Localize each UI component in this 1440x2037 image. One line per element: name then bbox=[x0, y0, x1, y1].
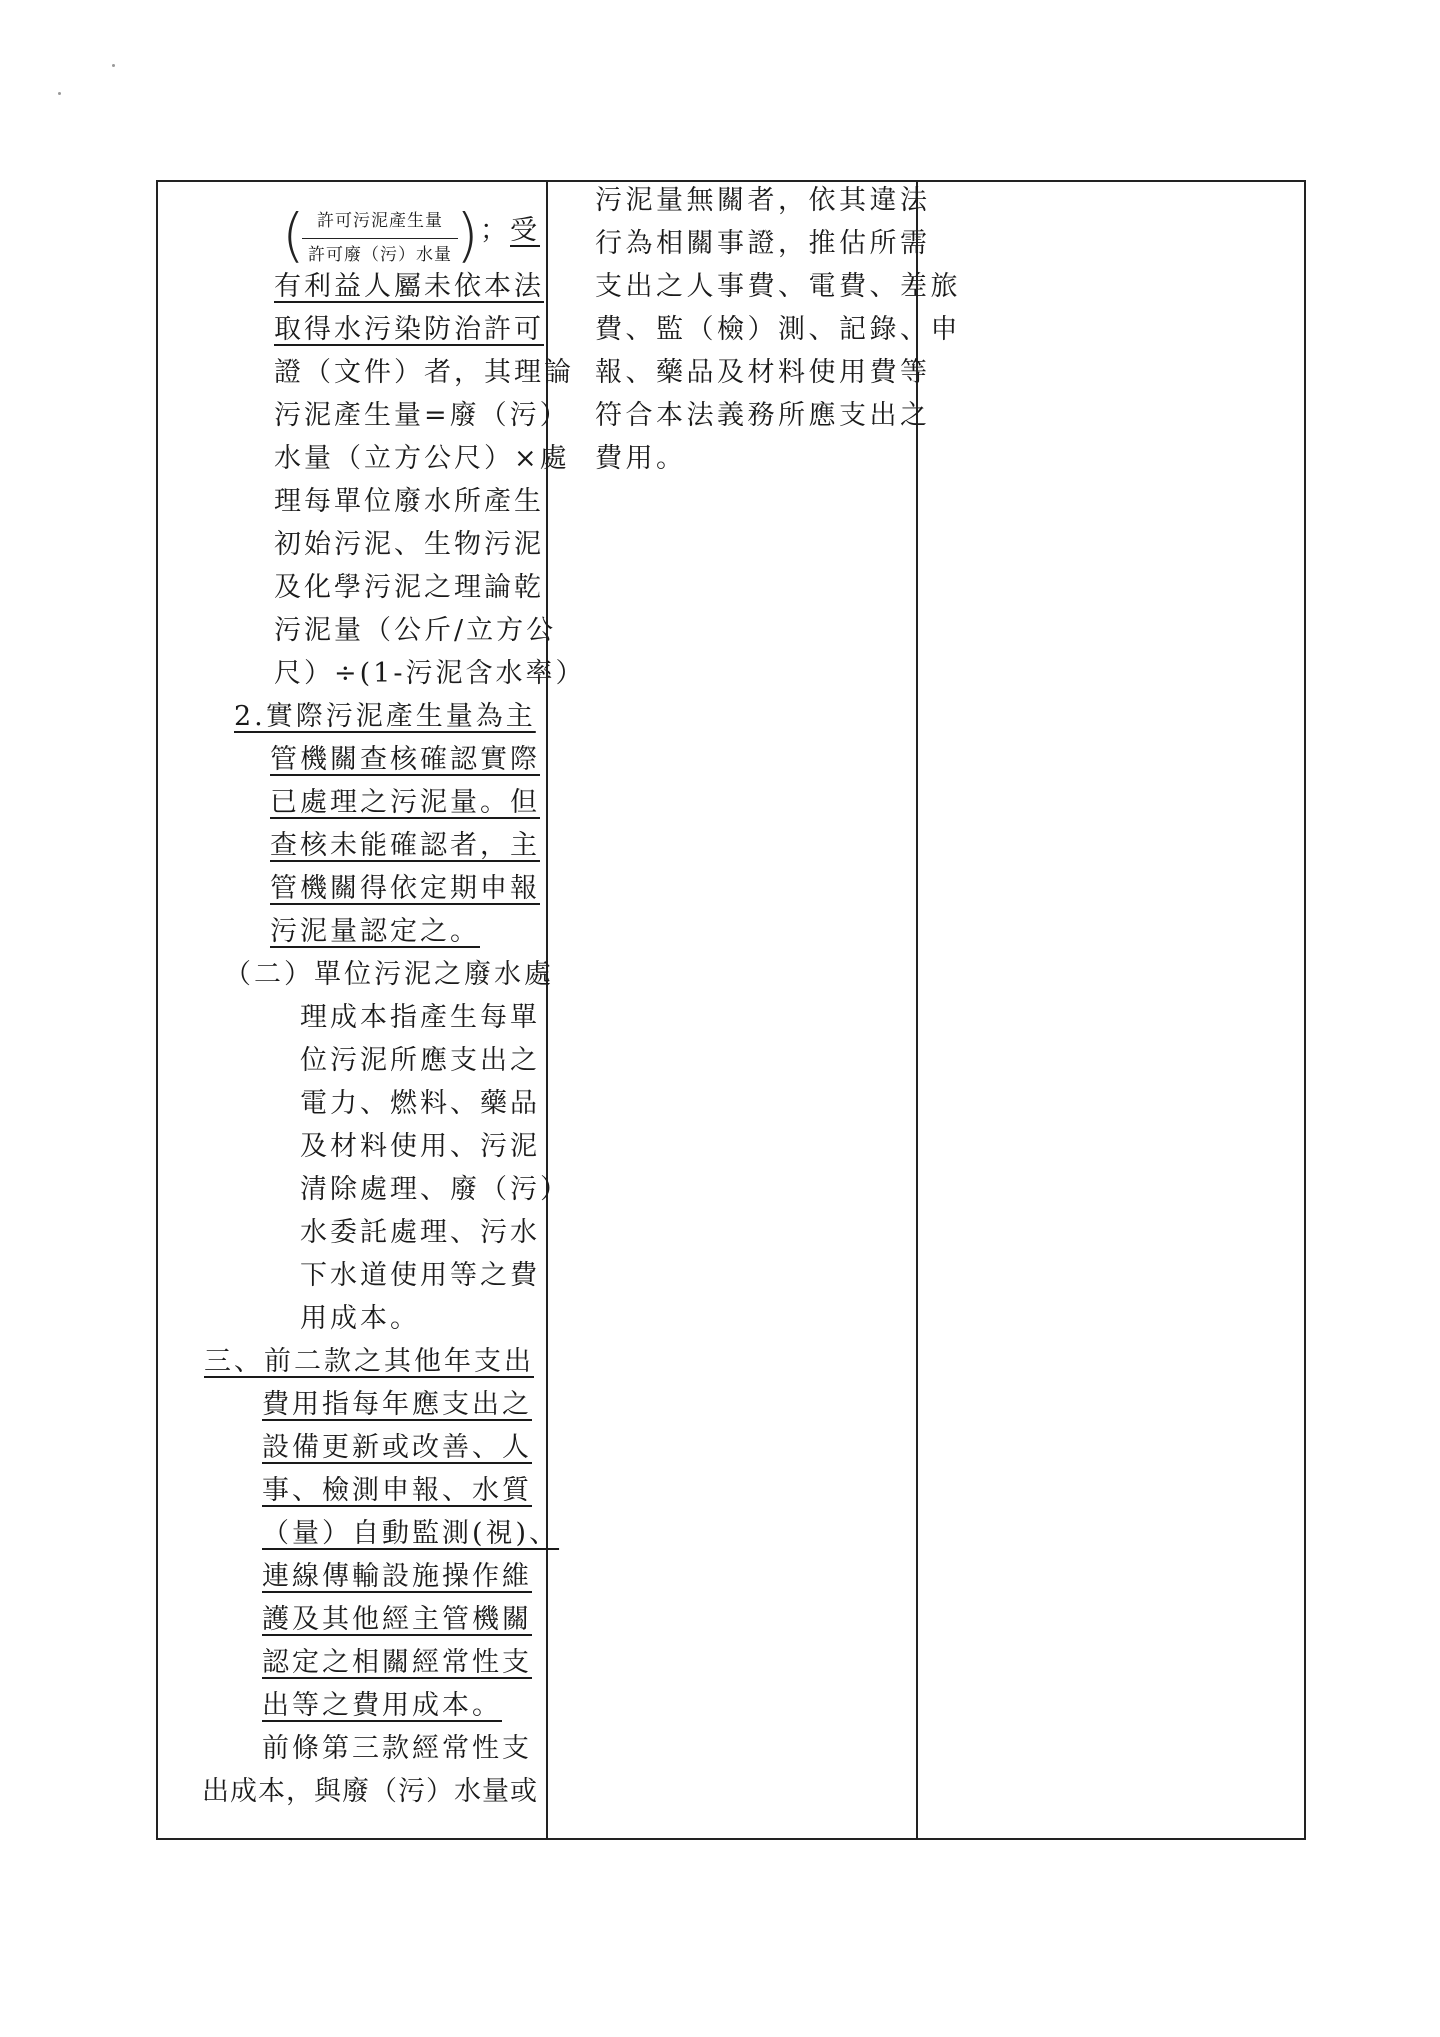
text-line: （量）自動監測(視)、 bbox=[262, 1518, 560, 1549]
text-line: 及化學污泥之理論乾 bbox=[274, 572, 544, 603]
text-line: 管機關查核確認實際 bbox=[270, 744, 540, 775]
text-line: 水委託處理、污水 bbox=[300, 1217, 540, 1248]
text-line: 污泥量無關者，依其違法 bbox=[595, 185, 931, 216]
scan-speck bbox=[58, 92, 61, 95]
text-line: 支出之人事費、電費、差旅 bbox=[595, 271, 961, 302]
underlined-text: 受 bbox=[510, 215, 540, 246]
text-line: 位污泥所應支出之 bbox=[300, 1045, 540, 1076]
text-line: 事、檢測申報、水質 bbox=[262, 1475, 532, 1506]
text-line: 認定之相關經常性支 bbox=[262, 1647, 532, 1678]
text-line: 初始污泥、生物污泥 bbox=[274, 529, 544, 560]
text-line: 設備更新或改善、人 bbox=[262, 1432, 532, 1463]
text-line: 三、前二款之其他年支出 bbox=[204, 1346, 534, 1377]
text-line: 費用。 bbox=[595, 443, 687, 474]
text-line: 連線傳輸設施操作維 bbox=[262, 1561, 532, 1592]
text-line: 水量（立方公尺）×處 bbox=[274, 443, 570, 474]
text-line: 出成本，與廢（污）水量或 bbox=[202, 1776, 538, 1807]
fraction-right-paren: ) bbox=[456, 201, 479, 269]
text-line: 及材料使用、污泥 bbox=[300, 1131, 540, 1162]
text-line: 清除處理、廢（污） bbox=[300, 1174, 570, 1205]
fraction-tail-text: ；受 bbox=[480, 215, 540, 246]
text-line: 費、監（檢）測、記錄、申 bbox=[595, 314, 961, 345]
text-line: 理成本指產生每單 bbox=[300, 1002, 540, 1033]
text-line: 2.實際污泥產生量為主 bbox=[234, 701, 536, 732]
text-line: 下水道使用等之費 bbox=[300, 1260, 540, 1291]
text-line: 電力、燃料、藥品 bbox=[300, 1088, 540, 1119]
text-line: 污泥量認定之。 bbox=[270, 916, 480, 947]
text-line: 取得水污染防治許可 bbox=[274, 314, 544, 345]
text-line: 查核未能確認者，主 bbox=[270, 830, 540, 861]
text-line: 費用指每年應支出之 bbox=[262, 1389, 532, 1420]
text-line: 理每單位廢水所產生 bbox=[274, 486, 544, 517]
text-line: 已處理之污泥量。但 bbox=[270, 787, 540, 818]
text-line: 前條第三款經常性支 bbox=[262, 1733, 532, 1764]
text-line: 護及其他經主管機關 bbox=[262, 1604, 532, 1635]
text-line: 報、藥品及材料使用費等 bbox=[595, 357, 931, 388]
fraction-bar bbox=[302, 238, 458, 239]
document-table bbox=[156, 180, 1306, 1840]
scan-speck bbox=[112, 64, 115, 67]
fraction-denominator: 許可廢（污）水量 bbox=[308, 245, 452, 265]
text-line: 尺）÷(1-污泥含水率） bbox=[274, 658, 586, 689]
text-line: 出等之費用成本。 bbox=[262, 1690, 502, 1721]
text-line: 符合本法義務所應支出之 bbox=[595, 400, 931, 431]
text-line: 污泥量（公斤/立方公 bbox=[274, 615, 557, 646]
sludge-fraction bbox=[282, 198, 479, 276]
text-line: 污泥產生量=廢（污） bbox=[274, 400, 570, 431]
fraction-numerator: 許可污泥產生量 bbox=[317, 211, 443, 231]
text-line: 行為相關事證，推估所需 bbox=[595, 228, 931, 259]
fraction-left-paren: ( bbox=[282, 201, 305, 269]
text-line: （二）單位污泥之廢水處 bbox=[224, 959, 554, 990]
text-line: 管機關得依定期申報 bbox=[270, 873, 540, 904]
text-line: 用成本。 bbox=[300, 1303, 420, 1334]
text-line: 有利益人屬未依本法 bbox=[274, 271, 544, 302]
text-line: 證（文件）者，其理論 bbox=[274, 357, 574, 388]
